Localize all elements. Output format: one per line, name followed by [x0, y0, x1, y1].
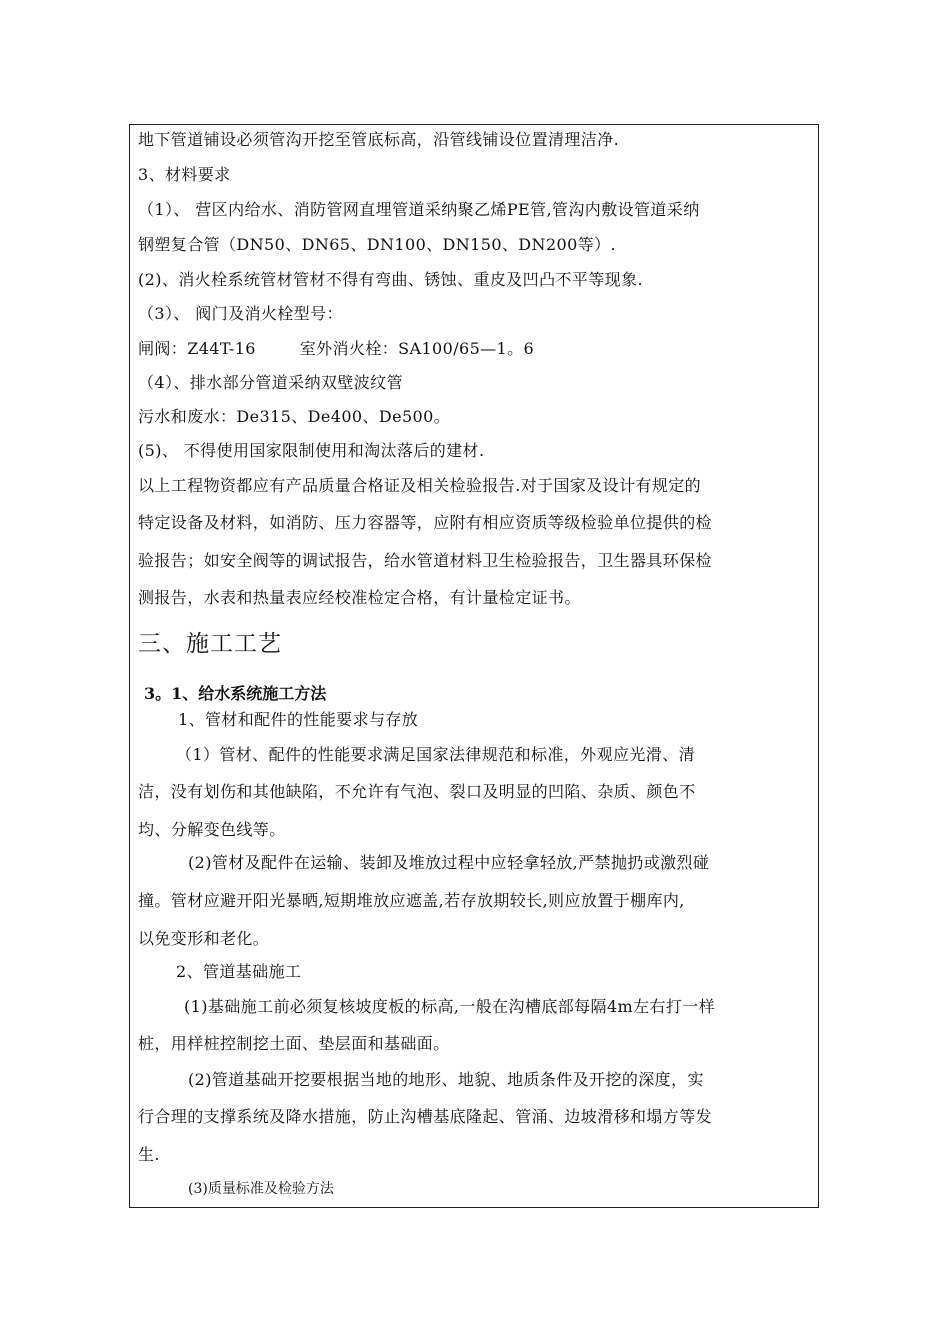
text-line: 生. — [138, 1145, 160, 1164]
text-line: （1）管材、配件的性能要求满足国家法律规范和标准，外观应光滑、清 — [176, 745, 695, 764]
text-line: 以上工程物资都应有产品质量合格证及相关检验报告.对于国家及设计有规定的 — [138, 476, 702, 495]
subsection-heading: 3。1、给水系统施工方法 — [144, 684, 327, 703]
text-line: 2、管道基础施工 — [176, 962, 302, 981]
text-line: 3、材料要求 — [138, 165, 231, 184]
text-line: 以免变形和老化。 — [138, 929, 270, 948]
text-line: （4）、排水部分管道采纳双壁波纹管 — [138, 373, 403, 392]
text-line: (2)、消火栓系统管材管材不得有弯曲、锈蚀、重皮及凹凸不平等现象. — [138, 270, 643, 289]
text-line: 撞。管材应避开阳光暴晒,短期堆放应遮盖,若存放期较长,则应放置于棚库内, — [138, 891, 685, 910]
text-line: (2)管道基础开挖要根据当地的地形、地貌、地质条件及开挖的深度，实 — [188, 1070, 704, 1089]
text-line: 闸阀：Z44T-16 室外消火栓：SA100/65—1。6 — [138, 339, 535, 358]
text-line: (3)质量标准及检验方法 — [188, 1181, 334, 1197]
text-line: 污水和废水：De315、De400、De500。 — [138, 407, 451, 426]
text-line: （1）、 营区内给水、消防管网直埋管道采纳聚乙烯PE管,管沟内敷设管道采纳 — [138, 200, 700, 219]
text-line: 钢塑复合管（DN50、DN65、DN100、DN150、DN200等）. — [138, 235, 616, 254]
text-line: 行合理的支撑系统及降水措施，防止沟槽基底隆起、管涌、边坡滑移和塌方等发 — [138, 1107, 713, 1126]
text-line: 测报告，水表和热量表应经校准检定合格，有计量检定证书。 — [138, 588, 581, 607]
text-line: (5)、 不得使用国家限制使用和淘汰落后的建材. — [138, 441, 485, 460]
text-line: 洁，没有划伤和其他缺陷，不允许有气泡、裂口及明显的凹陷、杂质、颜色不 — [138, 782, 696, 801]
text-line: 验报告；如安全阀等的调试报告，给水管道材料卫生检验报告，卫生器具环保检 — [138, 551, 713, 570]
text-line: (1)基础施工前必须复核坡度板的标高,一般在沟槽底部每隔4m左右打一样 — [184, 997, 716, 1016]
section-heading: 三、施工工艺 — [138, 631, 282, 657]
text-line: 桩，用样桩控制挖土面、垫层面和基础面。 — [138, 1034, 450, 1053]
text-line: 1、管材和配件的性能要求与存放 — [178, 710, 419, 729]
text-line: 特定设备及材料，如消防、压力容器等，应附有相应资质等级检验单位提供的检 — [138, 513, 713, 532]
text-line: (2)管材及配件在运输、装卸及堆放过程中应轻拿轻放,严禁抛扔或激烈碰 — [188, 853, 710, 872]
text-line: （3）、 阀门及消火栓型号： — [138, 304, 343, 323]
text-line: 均、分解变色线等。 — [138, 820, 286, 839]
text-line: 地下管道铺设必须管沟开挖至管底标高，沿管线铺设位置清理洁净. — [138, 130, 620, 149]
